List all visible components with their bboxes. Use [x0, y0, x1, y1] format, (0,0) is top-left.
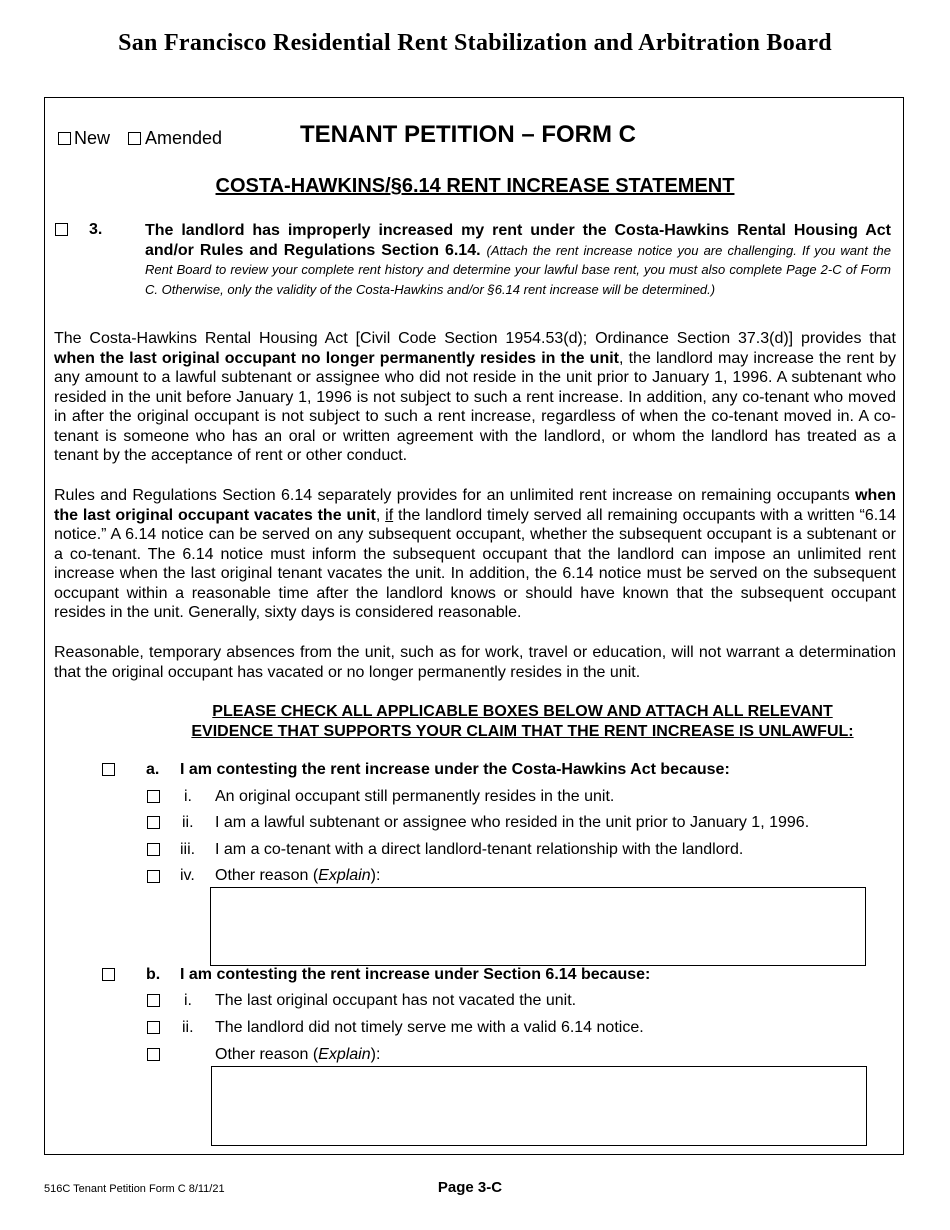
- form-title: TENANT PETITION – FORM C: [300, 121, 636, 148]
- section-a-letter: a.: [146, 761, 160, 778]
- absences-paragraph: Reasonable, temporary absences from the unit, such as for work, travel or education, will not warrant a determination that the original occupant has vacated or no longer permanently resides in the unit.: [54, 644, 896, 681]
- section-a-item-i-checkbox[interactable]: [147, 790, 160, 803]
- other-italic: Explain: [318, 867, 371, 884]
- p1-text-a: The Costa-Hawkins Rental Housing Act [Civil Code Section 1954.53(d); Ordinance Section 37.3(d)] provides that: [54, 330, 896, 347]
- p1-text-b: , the landlord may increase the rent by any amount to a lawful subtenant or assignee who did not reside in the unit prior to January 1, 1996. A subtenant who resided in the unit before January 1, 1996 is not subject to such a rent increase. In addition, any co-tenant who moved in after the original occupant is not subject to such a rent increase, regardless of when the co-tenant moved in. A co-tenant is someone who has an oral or written agreement with the landlord, or whom the landlord has treated as a tenant by the acceptance of rent or other conduct.: [54, 349, 896, 464]
- section-b-item-i-text: The last original occupant has not vacated the unit.: [215, 992, 577, 1009]
- section-b-item-ii-num: ii.: [182, 1019, 194, 1036]
- section-6-14-paragraph: [54, 486, 896, 623]
- section-b-heading: I am contesting the rent increase under Section 6.14 because:: [180, 966, 651, 983]
- p1-bold: when the last original occupant no longer permanently resides in the unit: [54, 349, 620, 367]
- form-id: 516C Tenant Petition Form C 8/11/21: [44, 1183, 225, 1195]
- section-a-checkbox[interactable]: [102, 763, 115, 776]
- new-checkbox[interactable]: [58, 132, 71, 145]
- page-number: Page 3-C: [437, 1179, 503, 1196]
- section-a-item-iii-checkbox[interactable]: [147, 843, 160, 856]
- other-italic: Explain: [318, 1046, 371, 1063]
- section-a-item-ii-num: ii.: [182, 814, 194, 831]
- other-suffix: ):: [370, 1046, 381, 1063]
- p2-text-b: ,: [375, 506, 386, 524]
- notice-line-2: EVIDENCE THAT SUPPORTS YOUR CLAIM THAT THE RENT INCREASE IS UNLAWFUL:: [191, 723, 854, 740]
- section-a-heading: I am contesting the rent increase under the Costa-Hawkins Act because:: [180, 761, 730, 778]
- section-a-item-i-num: i.: [184, 788, 192, 805]
- section-a-item-iii-text: I am a co-tenant with a direct landlord-tenant relationship with the landlord.: [215, 841, 744, 858]
- p2-bold: when the last original occupant vacates the unit: [54, 487, 896, 524]
- section-b-explain-box[interactable]: [211, 1066, 867, 1146]
- p2-text-c: the landlord timely served all remaining occupants with a written “6.14 notice.” A 6.14 notice can be served on any subsequent occupant, whether the subsequent occupant is a subtenant or a co-tenant. The 6.14 notice must inform the subsequent occupant that the landlord can impose an unlimited rent increase when the last original tenant vacates the unit. In addition, the 6.14 notice must be served on the subsequent occupant within a reasonable time after the landlord knows or should have known that the subsequent occupant resides in the unit. Generally, sixty days is considered reasonable.: [54, 506, 897, 621]
- section-b-item-ii-checkbox[interactable]: [147, 1021, 160, 1034]
- section-b-item-i-num: i.: [184, 992, 192, 1009]
- section-b-checkbox[interactable]: [102, 968, 115, 981]
- section-a-other-label: [215, 867, 380, 885]
- section-a-item-iv-num: iv.: [180, 867, 195, 884]
- claim-number: 3.: [89, 221, 103, 238]
- claim-3-checkbox[interactable]: [55, 223, 68, 236]
- claim-note: (Attach the rent increase notice you are challenging. If you want the Rent Board to review your complete rent history and determine your lawful base rent, you must also complete Page 2-C of Form C. Otherwise, only the validity of the Costa-Hawkins and/or §6.14 rent increase will be determined.): [145, 242, 891, 297]
- section-a-explain-box[interactable]: [210, 887, 866, 966]
- other-suffix: ):: [370, 867, 381, 884]
- amended-label: Amended: [145, 128, 223, 148]
- section-a-item-ii-text: I am a lawful subtenant or assignee who resided in the unit prior to January 1, 1996.: [215, 814, 810, 831]
- section-a-item-iv-checkbox[interactable]: [147, 870, 160, 883]
- claim-bold-text: The landlord has improperly increased my rent under the Costa-Hawkins Rental Housing Act and/or Rules and Regulations Section 6.14.: [145, 222, 891, 259]
- p2-underline: if: [385, 506, 394, 524]
- section-b-item-ii-text: The landlord did not timely serve me with a valid 6.14 notice.: [215, 1019, 644, 1036]
- section-b-letter: b.: [146, 966, 161, 983]
- claim-statement: [145, 221, 891, 299]
- section-a-item-i-text: An original occupant still permanently resides in the unit.: [215, 788, 615, 805]
- new-label: New: [74, 128, 111, 148]
- amended-checkbox[interactable]: [128, 132, 141, 145]
- other-prefix: Other reason (: [215, 867, 319, 884]
- notice-line-1: PLEASE CHECK ALL APPLICABLE BOXES BELOW AND ATTACH ALL RELEVANT: [212, 703, 833, 720]
- section-b-other-checkbox[interactable]: [147, 1048, 160, 1061]
- section-b-item-i-checkbox[interactable]: [147, 994, 160, 1007]
- section-a-item-ii-checkbox[interactable]: [147, 816, 160, 829]
- costa-hawkins-paragraph: [54, 329, 896, 466]
- agency-title: San Francisco Residential Rent Stabilization and Arbitration Board: [118, 30, 832, 56]
- section-b-other-label: [215, 1046, 380, 1064]
- other-prefix: Other reason (: [215, 1046, 319, 1063]
- p2-text-a: Rules and Regulations Section 6.14 separately provides for an unlimited rent increase on remaining occupants: [54, 487, 856, 504]
- form-subtitle: COSTA-HAWKINS/§6.14 RENT INCREASE STATEMENT: [215, 175, 735, 197]
- instructions-notice: [150, 702, 895, 742]
- section-a-item-iii-num: iii.: [180, 841, 196, 858]
